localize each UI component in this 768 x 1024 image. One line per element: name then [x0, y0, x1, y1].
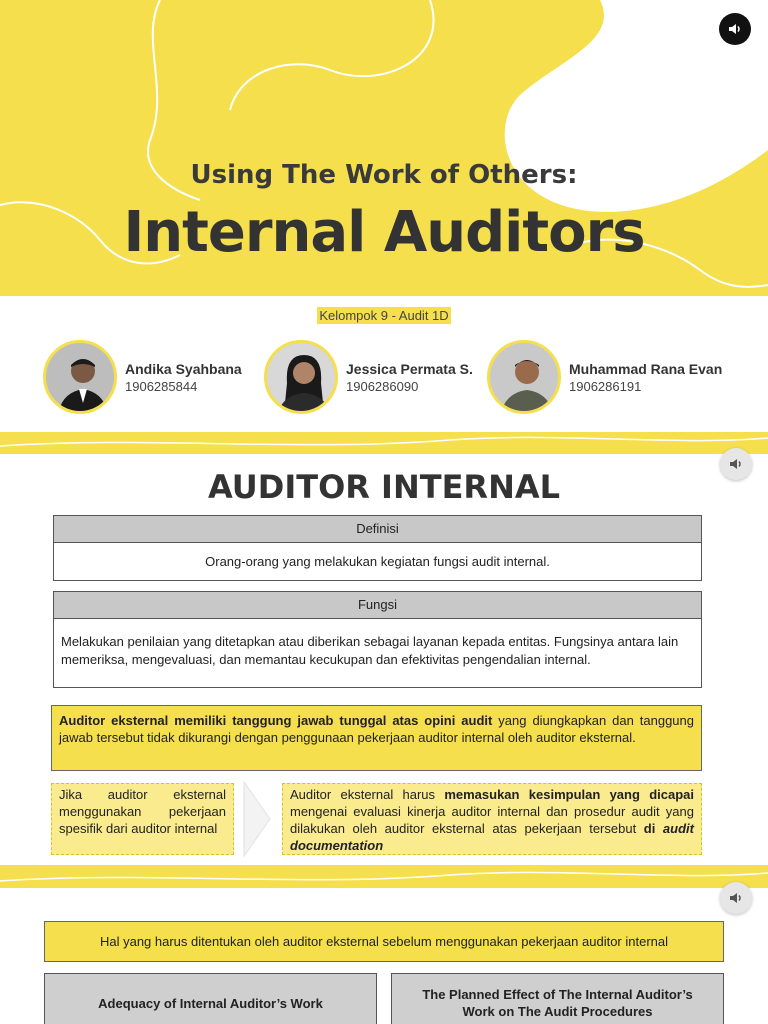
- planned-effect-card: The Planned Effect of The Internal Auditor’s Work on The Audit Procedures: [391, 973, 724, 1024]
- group-label: [0, 307, 768, 325]
- member-id: 1906285844: [125, 378, 198, 394]
- slide-heading: AUDITOR INTERNAL: [208, 468, 560, 506]
- member-name: Muhammad Rana Evan: [569, 360, 723, 377]
- member-name: Andika Syahbana: [125, 360, 242, 377]
- definition-body: Orang-orang yang melakukan kegiatan fungsi audit internal.: [205, 554, 550, 569]
- result-bold-italic: audit documentation: [290, 821, 694, 853]
- result-bold: memasukan kesimpulan yang dicapai: [444, 787, 694, 802]
- top-band: [0, 867, 768, 888]
- adequacy-card: Adequacy of Internal Auditor’s Work: [44, 973, 377, 1024]
- member-id: 1906286191: [569, 378, 642, 394]
- considerations-header: Hal yang harus ditentukan oleh auditor eksternal sebelum menggunakan pekerjaan auditor internal: [44, 921, 724, 962]
- slide-auditor-internal: [0, 432, 768, 867]
- result-bold: di: [643, 821, 656, 836]
- function-header: Fungsi: [54, 592, 701, 619]
- group-text: Kelompok 9 - Audit 1D: [319, 308, 449, 323]
- member-card: [43, 340, 242, 414]
- callout-bold: Auditor eksternal memiliki tanggung jawab tunggal atas opini audit: [59, 713, 493, 728]
- slide-considerations: [0, 867, 768, 1024]
- audio-button[interactable]: [720, 882, 752, 914]
- member-name: Jessica Permata S.: [346, 360, 473, 377]
- member-card: [487, 340, 722, 414]
- presentation-subtitle: Using The Work of Others:: [190, 160, 578, 190]
- avatar: [43, 340, 117, 414]
- function-table: [53, 591, 702, 688]
- member-card: [264, 340, 473, 414]
- avatar: [487, 340, 561, 414]
- audio-button[interactable]: [719, 13, 751, 45]
- result-box: [282, 783, 702, 855]
- speaker-icon: [728, 890, 744, 906]
- member-id: 1906286090: [346, 378, 419, 394]
- callout-text: yang diungkapkan dan tanggung jawab tersebut tidak dikurangi dengan penggunaan pekerjaan auditor internal oleh auditor eksternal.: [59, 713, 694, 745]
- title-banner: [0, 0, 768, 296]
- function-body: Melakukan penilaian yang ditetapkan atau diberikan sebagai layanan kepada entitas. Fungsinya antara lain memeriksa, mengevaluasi, dan memantau kecukupan dan efektivitas pengendalian internal.: [61, 634, 679, 667]
- speaker-icon: [727, 21, 743, 37]
- condition-box: Jika auditor eksternal menggunakan pekerjaan spesifik dari auditor internal: [51, 783, 234, 855]
- slide-title: [0, 0, 768, 432]
- responsibility-callout: [51, 705, 702, 771]
- definition-header: Definisi: [54, 516, 701, 543]
- result-text: mengenai evaluasi kinerja auditor internal dan prosedur audit yang dilakukan oleh auditor eksternal atas pekerjaan tersebut: [290, 804, 694, 836]
- result-text: Auditor eksternal harus: [290, 787, 445, 802]
- avatar: [264, 340, 338, 414]
- presentation-title: Internal Auditors: [123, 200, 645, 265]
- definition-table: [53, 515, 702, 581]
- arrow-right-icon: [242, 780, 274, 858]
- top-band: [0, 432, 768, 454]
